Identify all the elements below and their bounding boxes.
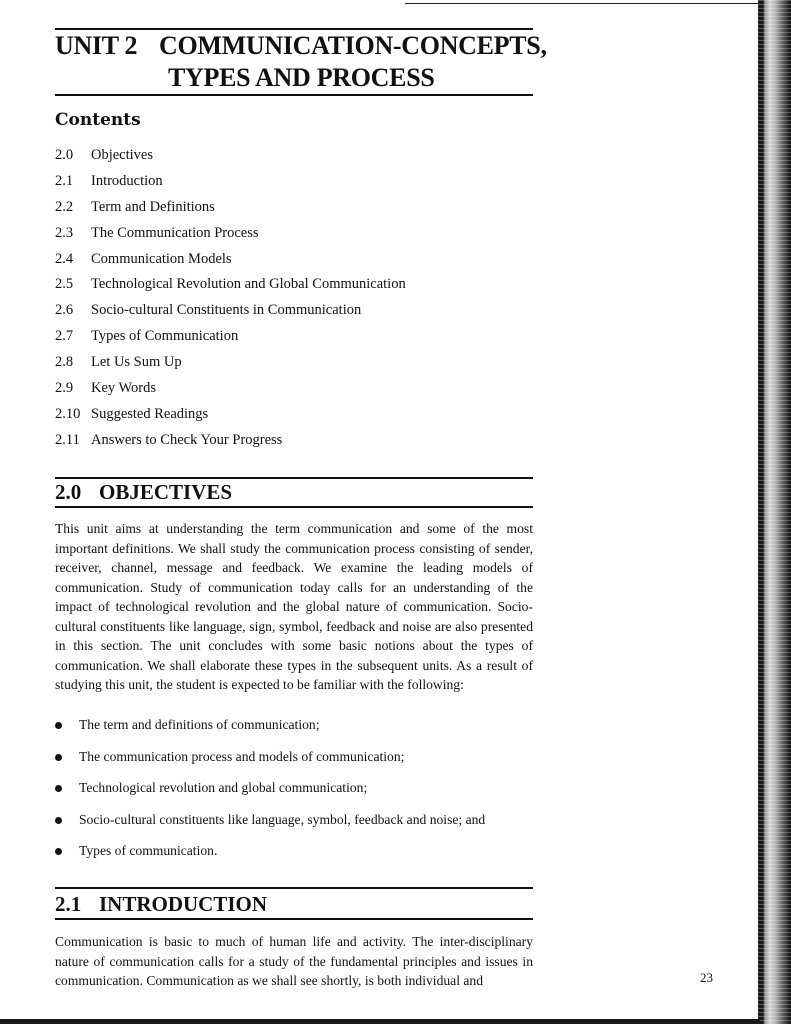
bullet-text: Types of communication. [79,843,218,859]
toc-number: 2.4 [55,250,74,267]
toc-label: Types of Communication [91,328,239,345]
toc-item [55,247,406,273]
table-of-contents [55,143,406,454]
unit-title-line1: COMMUNICATION-CONCEPTS, [159,31,547,60]
toc-label: Suggested Readings [91,405,209,422]
bullet-icon [55,848,62,855]
bullet-text: Socio-cultural constituents like language, symbol, feedback and noise; and [79,811,486,827]
objectives-bullet-list [55,714,485,872]
section-bottom-rule [55,506,533,508]
toc-label: Socio-cultural Constituents in Communication [91,302,362,319]
toc-item [55,143,406,169]
section-number: 2.0 [55,480,82,504]
toc-label: Key Words [91,380,157,397]
toc-item [55,350,406,376]
toc-label: Communication Models [91,250,232,267]
toc-item [55,376,406,402]
toc-item [55,428,406,454]
toc-number: 2.1 [55,172,74,189]
toc-label: Term and Definitions [91,198,215,215]
scan-bottom-edge [0,1019,760,1024]
toc-number: 2.0 [55,147,74,163]
section-heading-objectives [55,479,232,505]
introduction-paragraph: Communication is basic to much of human life and activity. The inter-disciplinary nature of communication calls for a study of the fundamental principles and issues in communication. Communication as we shall see shortly, is both individual and [55,934,533,988]
objectives-paragraph: This unit aims at understanding the term communication and some of the most important definitions. We shall study the communication process consisting of sender, receiver, channel, message and feedback. We examine the leading models of communication. Study of communication today calls for an understanding of the impact of technological revolution and the global nature of communication. Socio-cultural constituents like language, sign, symbol, feedback and noise are also presented in this section. The unit concludes with some basic notions about the types of communication. We shall elaborate these types in the subsequent units. As a result of studying this unit, the student is expected to be familiar with the following: [55,521,533,692]
list-item [55,777,485,809]
contents-heading: Contents [55,110,141,130]
toc-number: 2.9 [55,380,74,397]
toc-number: 2.8 [55,354,74,371]
toc-label: Answers to Check Your Progress [91,431,283,448]
toc-item [55,221,406,247]
section-number: 2.1 [55,892,82,916]
section-title: INTRODUCTION [99,892,268,916]
scan-binding-edge [758,0,791,1024]
toc-item [55,272,406,298]
toc-item [55,169,406,195]
toc-number: 2.11 [55,431,80,448]
toc-item [55,402,406,428]
toc-label: The Communication Process [91,224,259,241]
unit-title-line2: TYPES AND PROCESS [168,63,435,92]
bullet-icon [55,754,62,761]
list-item [55,746,485,778]
bullet-text: The term and definitions of communication; [79,717,320,732]
toc-label: Introduction [91,172,163,189]
toc-item [55,195,406,221]
toc-number: 2.3 [55,224,74,241]
bullet-icon [55,722,62,729]
bullet-icon [55,817,62,824]
bullet-icon [55,785,62,792]
section-heading-introduction [55,891,267,917]
toc-number: 2.5 [55,276,74,293]
toc-item [55,298,406,324]
toc-number: 2.10 [55,405,81,422]
toc-label: Objectives [91,147,154,163]
list-item [55,840,485,872]
toc-number: 2.7 [55,328,74,345]
toc-number: 2.6 [55,302,74,319]
unit-number: UNIT 2 [55,31,138,60]
section-top-rule [55,887,533,889]
list-item [55,809,485,841]
unit-bottom-rule [55,94,533,96]
toc-item [55,324,406,350]
toc-number: 2.2 [55,198,74,215]
list-item [55,714,485,746]
scan-top-rule [405,3,760,4]
section-bottom-rule [55,918,533,920]
bullet-text: The communication process and models of communication; [79,748,405,764]
bullet-text: Technological revolution and global communication; [79,780,368,796]
toc-label: Technological Revolution and Global Communication [91,276,406,293]
section-title: OBJECTIVES [99,480,233,504]
page-number: 23 [700,970,713,985]
toc-label: Let Us Sum Up [91,354,182,371]
